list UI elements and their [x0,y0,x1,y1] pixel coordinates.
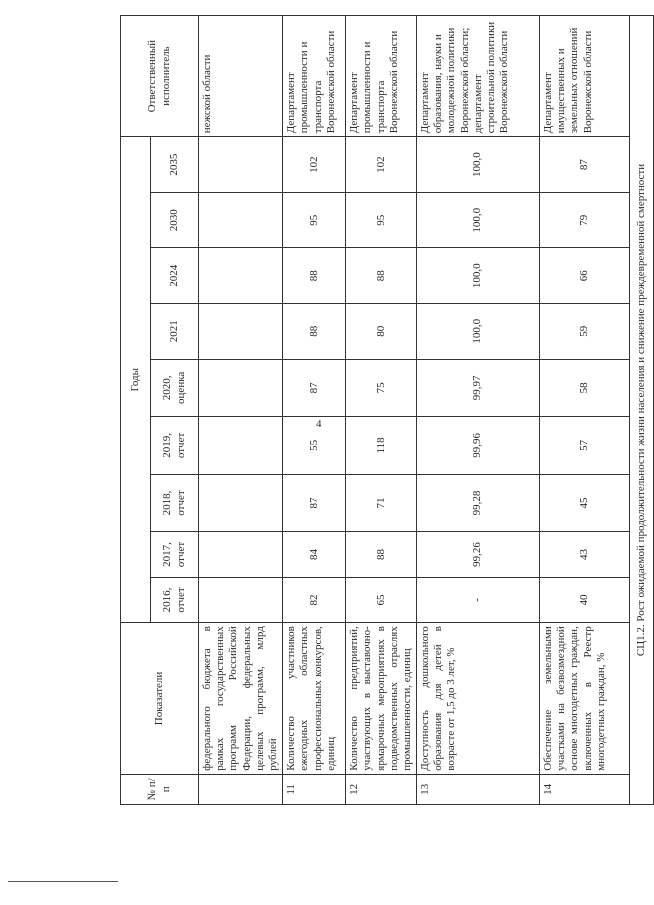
table-row [283,16,346,805]
cell-value: 99,96 [417,417,540,475]
cell-value [199,192,283,248]
cell-value [199,417,283,475]
cell-value: 80 [346,304,417,360]
year-header: 2035 [151,137,199,193]
row-responsible: Департамент промышленности и транспорта Воронежской области [283,16,346,137]
cell-value: 55 [283,417,346,475]
cell-value: 87 [283,359,346,417]
cell-value: 88 [283,248,346,304]
row-indicator: Обеспечение земельными участками на безвозмездной основе многодетных граждан, включенных в Реестр многодетных граждан, % [540,623,630,775]
cell-value: 87 [540,137,630,193]
cell-value: 100,0 [417,304,540,360]
cell-value: 100,0 [417,248,540,304]
cell-value [199,359,283,417]
header-indicator: Показатели [121,623,199,775]
cell-value [199,137,283,193]
cell-value: 57 [540,417,630,475]
header-responsible: Ответственный исполнитель [121,16,199,137]
year-header: 2018, отчет [151,474,199,532]
cell-value: 95 [346,192,417,248]
cell-value [199,248,283,304]
row-indicator: федерального бюджета в рамках государственных программ Российской Федерации, федеральных целевых программ, млрд рублей [199,623,283,775]
row-responsible: Департамент промышленности и транспорта Воронежской области [346,16,417,137]
cell-value: 45 [540,474,630,532]
cell-value: 100,0 [417,192,540,248]
cell-value: 71 [346,474,417,532]
cell-value: 82 [283,577,346,622]
row-responsible: Департамент образования, науки и молодежной политики Воронежской области; департамент строительной политики Воронежской области [417,16,540,137]
cell-value: 100,0 [417,137,540,193]
cell-value: 102 [346,137,417,193]
header-years: Годы [121,137,151,623]
year-header: 2016, отчет [151,577,199,622]
cell-value: 40 [540,577,630,622]
row-responsible: Департамент имущественных и земельных отношений Воронежской области [540,16,630,137]
cell-value: 95 [283,192,346,248]
cell-value: 59 [540,304,630,360]
cell-value: - [417,577,540,622]
year-header: 2024 [151,248,199,304]
cell-value: 88 [346,532,417,577]
cell-value: 99,26 [417,532,540,577]
cell-value: 99,28 [417,474,540,532]
cell-value: 65 [346,577,417,622]
year-header: 2020, оценка [151,359,199,417]
row-num: 11 [283,774,346,804]
table-row [540,16,630,805]
cell-value: 66 [540,248,630,304]
cell-value: 75 [346,359,417,417]
year-header: 2030 [151,192,199,248]
table-row [417,16,540,805]
cell-value [199,532,283,577]
row-responsible: нежской области [199,16,283,137]
row-num: 14 [540,774,630,804]
cell-value: 79 [540,192,630,248]
cell-value: 88 [346,248,417,304]
year-header: 2019, отчет [151,417,199,475]
cell-value [199,577,283,622]
table-row [346,16,417,805]
cell-value: 58 [540,359,630,417]
cell-value: 102 [283,137,346,193]
row-num: 13 [417,774,540,804]
cell-value: 87 [283,474,346,532]
year-header: 2021 [151,304,199,360]
indicators-table [120,15,654,805]
header-num: № п/п [121,774,199,804]
year-header: 2017, отчет [151,532,199,577]
cell-value: 84 [283,532,346,577]
section-footer-row [630,16,654,805]
row-num [199,774,283,804]
rotated-table-frame [120,15,647,805]
cell-value: 88 [283,304,346,360]
row-indicator: Доступность дошкольного образования для детей в возрасте от 1,5 до 3 лет, % [417,623,540,775]
cell-value: 118 [346,417,417,475]
footnote-divider [8,881,118,882]
section-footer: СЦ1.2. Рост ожидаемой продолжительности жизни населения и снижение преждевременной смертности [630,16,654,805]
cell-value: 99,97 [417,359,540,417]
page-number: 4 [316,418,322,430]
row-indicator: Количество предприятий, участвующих в выставочно-ярмарочных мероприятиях в подведомственных отраслях промышленности, единиц [346,623,417,775]
table-row [199,16,283,805]
row-indicator: Количество участников ежегодных областных профессиональных конкурсов, единиц [283,623,346,775]
cell-value [199,474,283,532]
cell-value [199,304,283,360]
row-num: 12 [346,774,417,804]
cell-value: 43 [540,532,630,577]
